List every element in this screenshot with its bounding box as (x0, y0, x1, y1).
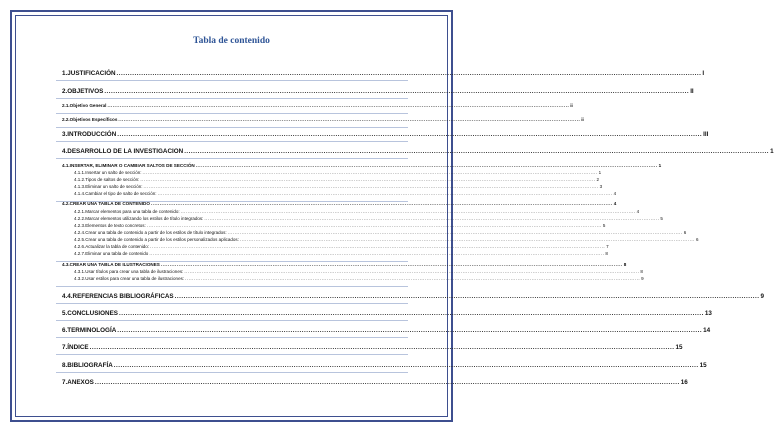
toc-entry[interactable] (62, 310, 712, 320)
toc-dot-leader: .................................................................................................................................................................................................................................................................... (117, 327, 703, 334)
toc-dot-leader: .................................................................................................................................................................................................................................................................... (119, 310, 704, 317)
toc-entry-number: 4.4. (62, 293, 73, 300)
toc-entry-number: 4.1.2. (74, 177, 86, 182)
toc-entry-title: Usar estilos para crear una tabla de ilustraciones: (85, 276, 185, 281)
toc-entry-number: 4.2.3. (74, 223, 86, 228)
toc-entry-page: 13 (704, 310, 712, 317)
toc-entry-page: 8 (605, 251, 608, 256)
toc-entry-title: CREAR UNA TABLA DE CONTENIDO (69, 201, 150, 206)
toc-entry-number: 4.3. (62, 262, 70, 267)
toc-entry-number: 2.1. (62, 103, 70, 108)
section-divider (56, 80, 408, 81)
toc-entry-number: 2. (62, 88, 68, 95)
toc-entry-page: 1 (598, 170, 602, 175)
toc-entry-page: 4 (613, 191, 617, 196)
toc-dot-leader: .................................................................................................................................................................................................................................................................... (107, 103, 570, 108)
toc-entry-title: Actualizar la tabla de contenido: (85, 244, 150, 249)
toc-entry-page: 8 (623, 262, 627, 267)
toc-entry-page: 7 (606, 244, 609, 249)
toc-entry-number: 2.2. (62, 117, 70, 122)
toc-entry-page: III (703, 131, 709, 138)
toc-dot-leader: .................................................................................................................................................................................................................................................................... (204, 216, 660, 221)
toc-entry-title: JUSTIFICACIÓN (67, 70, 116, 77)
toc-entry-page: 8 (640, 269, 643, 274)
toc-dot-leader: .................................................................................................................................................................................................................................................................... (150, 201, 613, 206)
toc-entry-title: Elementos de texto concretos: (85, 223, 146, 228)
toc-dot-leader: .................................................................................................................................................................................................................................................................... (146, 223, 602, 228)
toc-dot-leader: .................................................................................................................................................................................................................................................................... (157, 191, 613, 196)
toc-entry-title: ÍNDICE (67, 344, 89, 351)
toc-entry-number: 4.2.5. (74, 237, 86, 242)
toc-entry-number: 4.3.2. (74, 276, 86, 281)
toc-entry-number: 4.2.2. (74, 216, 86, 221)
toc-dot-leader: .................................................................................................................................................................................................................................................................... (142, 170, 598, 175)
toc-dot-leader: .................................................................................................................................................................................................................................................................... (113, 362, 699, 369)
toc-entry-title: Crear una tabla de contenido a partir de los estilos personalizados aplicados: (85, 237, 239, 242)
toc-entry-title: Marcar elementos utilizando los estilos de título integrados: (85, 216, 204, 221)
toc-entry-page: 15 (675, 344, 683, 351)
section-divider (56, 113, 408, 114)
toc-entry-page: I (702, 70, 705, 77)
toc-entry[interactable] (62, 251, 608, 261)
section-divider (56, 372, 408, 373)
toc-entry[interactable] (62, 191, 617, 201)
toc-title: Tabla de contenido (193, 36, 270, 46)
toc-dot-leader: .................................................................................................................................................................................................................................................................... (174, 293, 760, 300)
toc-entry[interactable] (62, 131, 709, 141)
toc-entry-page: 16 (680, 379, 688, 386)
toc-entry[interactable] (62, 70, 705, 80)
toc-entry-title: INSERTAR, ELIMINAR O CAMBIAR SALTOS DE SECCIÓN (69, 163, 195, 168)
toc-entry-page: 1 (658, 163, 662, 168)
toc-entry-title: TERMINOLOGÍA (67, 327, 117, 334)
toc-entry-page: 14 (703, 327, 711, 334)
toc-entry[interactable] (62, 379, 688, 389)
toc-dot-leader: .................................................................................................................................................................................................................................................................... (117, 131, 703, 138)
toc-entry-title: Eliminar una tabla de contenido (85, 251, 149, 256)
toc-entry-page: ii (570, 103, 573, 108)
toc-dot-leader: .................................................................................................................................................................................................................................................................... (227, 230, 683, 235)
toc-entry-page: 9 (760, 293, 765, 300)
toc-entry[interactable] (62, 276, 644, 286)
toc-entry-page: 4 (613, 201, 617, 206)
toc-entry-page: ii (581, 117, 584, 122)
section-divider (56, 141, 408, 142)
toc-dot-leader: .................................................................................................................................................................................................................................................................... (118, 117, 581, 122)
toc-dot-leader: .................................................................................................................................................................................................................................................................... (104, 88, 690, 95)
toc-entry-title: Objetivo General (69, 103, 107, 108)
toc-dot-leader: .................................................................................................................................................................................................................................................................... (149, 251, 605, 256)
toc-entry-title: Crear una tabla de contenido a partir de los estilos de título integrados: (85, 230, 227, 235)
toc-entry-number: 7. (62, 344, 68, 351)
toc-dot-leader: .................................................................................................................................................................................................................................................................... (239, 237, 695, 242)
toc-entry-title: ANEXOS (67, 379, 94, 386)
toc-dot-leader: .................................................................................................................................................................................................................................................................... (184, 148, 770, 155)
toc-entry-number: 8. (62, 362, 68, 369)
toc-entry-title: OBJETIVOS (67, 88, 104, 95)
toc-dot-leader: .................................................................................................................................................................................................................................................................... (94, 379, 680, 386)
toc-entry-title: Eliminar un salto de sección: (85, 184, 143, 189)
toc-entry-number: 3. (62, 131, 68, 138)
toc-entry-title: Objetivos Específicos (69, 117, 118, 122)
section-divider (56, 158, 408, 159)
toc-dot-leader: .................................................................................................................................................................................................................................................................... (195, 163, 658, 168)
toc-entry[interactable] (62, 327, 711, 337)
toc-entry[interactable] (62, 344, 683, 354)
toc-dot-leader: .................................................................................................................................................................................................................................................................... (143, 184, 599, 189)
toc-entry-number: 4.1.1. (74, 170, 86, 175)
toc-dot-leader: .................................................................................................................................................................................................................................................................... (89, 344, 675, 351)
toc-entry-page: 3 (599, 184, 603, 189)
toc-entry-title: CONCLUSIONES (67, 310, 118, 317)
toc-entry-page: 15 (699, 362, 707, 369)
toc-entry-number: 4.2.1. (74, 209, 86, 214)
toc-entry[interactable] (62, 148, 774, 158)
toc-entry-number: 4.1.3. (74, 184, 86, 189)
toc-entry-number: 7. (62, 379, 68, 386)
toc-entry-number: 4.2.4. (74, 230, 86, 235)
toc-entry-number: 4.1. (62, 163, 70, 168)
toc-entry-title: BIBLIOGRAFÍA (67, 362, 113, 369)
toc-entry[interactable] (62, 293, 765, 303)
toc-entry-number: 5. (62, 310, 68, 317)
toc-entry-number: 4.3.1. (74, 269, 86, 274)
toc-entry[interactable] (62, 362, 707, 372)
toc-entry-page: II (690, 88, 694, 95)
section-divider (56, 354, 408, 355)
toc-entry-number: 4. (62, 148, 68, 155)
toc-entry[interactable] (62, 117, 584, 127)
toc-dot-leader: .................................................................................................................................................................................................................................................................... (160, 262, 623, 267)
toc-entry-page: 6 (683, 230, 687, 235)
section-divider (56, 286, 408, 287)
toc-entry-page: 1 (770, 148, 774, 155)
toc-entry-number: 4.1.4. (74, 191, 86, 196)
toc-entry-title: CREAR UNA TABLA DE ILUSTRACIONES (69, 262, 160, 267)
toc-entry-title: Cambiar el tipo de salto de sección: (85, 191, 157, 196)
section-divider (56, 303, 408, 304)
toc-entry-number: 4.2.7. (74, 251, 86, 256)
toc-entry-title: DESARROLLO DE LA INVESTIGACION (67, 148, 184, 155)
section-divider (56, 98, 408, 99)
toc-dot-leader: .................................................................................................................................................................................................................................................................... (116, 70, 702, 77)
toc-entry-title: Tipos de saltos de sección: (85, 177, 140, 182)
section-divider (56, 337, 408, 338)
toc-entry-title: Usar títulos para crear una tabla de ilustraciones: (85, 269, 184, 274)
section-divider (56, 320, 408, 321)
toc-entry-number: 6. (62, 327, 68, 334)
toc-entry[interactable] (62, 88, 694, 98)
toc-entry-number: 4.2.6. (74, 244, 86, 249)
toc-entry-page: 5 (660, 216, 663, 221)
section-divider (56, 127, 408, 128)
toc-entry-number: 1. (62, 70, 68, 77)
toc-entry-page: 5 (602, 223, 606, 228)
toc-entry-page: 4 (636, 209, 640, 214)
toc-dot-leader: .................................................................................................................................................................................................................................................................... (185, 276, 641, 281)
toc-entry-page: 2 (596, 177, 599, 182)
toc-entry[interactable] (62, 103, 573, 113)
toc-entry-number: 4.2. (62, 201, 70, 206)
toc-entry-page: 9 (641, 276, 644, 281)
toc-entry-title: INTRODUCCIÓN (67, 131, 117, 138)
toc-entry-page: 6 (695, 237, 699, 242)
toc-dot-leader: .................................................................................................................................................................................................................................................................... (150, 244, 606, 249)
toc-entry-title: Marcar elementos para una tabla de contenido: (85, 209, 180, 214)
toc-dot-leader: .................................................................................................................................................................................................................................................................... (184, 269, 640, 274)
toc-entry-title: Insertar un salto de sección: (85, 170, 142, 175)
toc-dot-leader: .................................................................................................................................................................................................................................................................... (140, 177, 596, 182)
toc-dot-leader: .................................................................................................................................................................................................................................................................... (180, 209, 636, 214)
toc-entry-title: REFERENCIAS BIBLIOGRÁFICAS (72, 293, 174, 300)
